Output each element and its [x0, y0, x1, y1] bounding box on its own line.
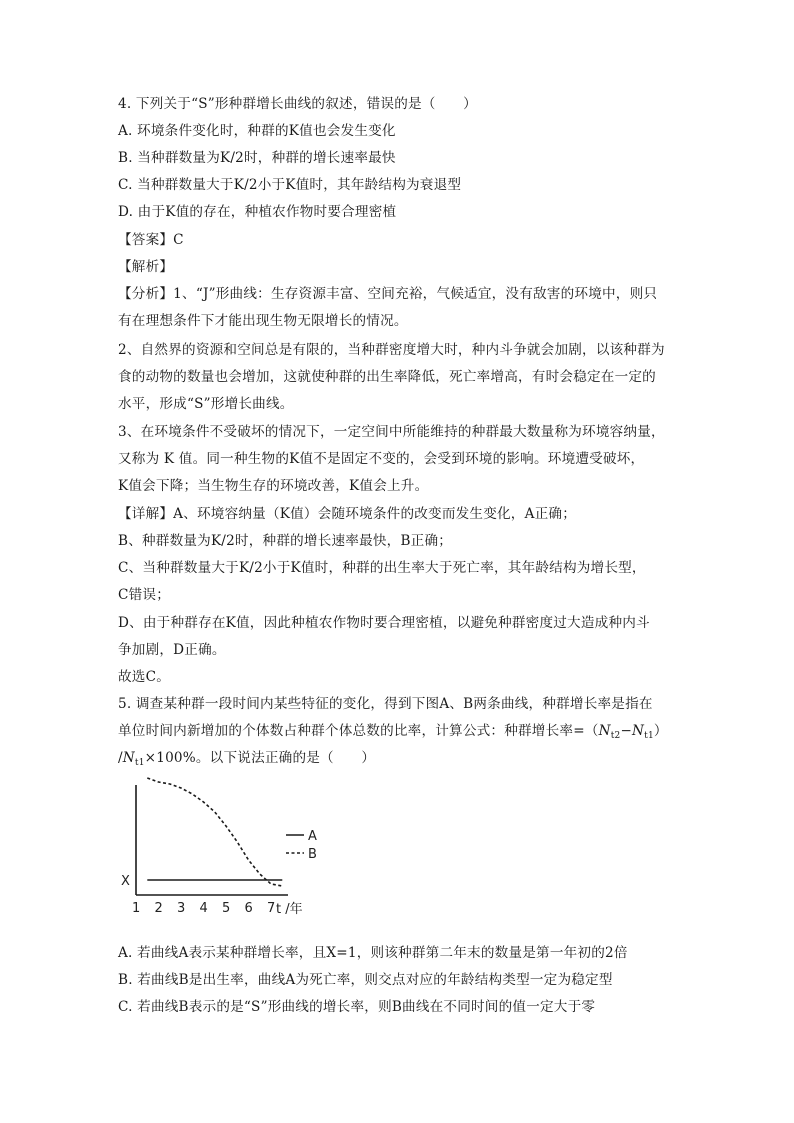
series-line-b: [147, 778, 282, 886]
formula-sub-t2: t2: [610, 731, 621, 741]
q4-option-a: A. 环境条件变化时，种群的K值也会发生变化: [118, 123, 396, 139]
q4-option-d: D. 由于K值的存在，种植农作物时要合理密植: [118, 204, 397, 220]
x-tick-label: 2: [154, 901, 163, 916]
legend-label-b: B: [308, 847, 317, 862]
q4-detail-line: D、由于种群存在K值，因此种植农作物时要合理密植，以避免种群密度过大造成种内斗: [118, 615, 650, 631]
q4-detail-line: 争加剧，D正确。: [118, 642, 226, 658]
formula-n: N: [598, 723, 611, 739]
x-tick-label: 4: [199, 901, 208, 916]
formula-sub-t1: t1: [644, 731, 654, 741]
q5-stem-line-1: 5. 调查某种群一段时间内某些特征的变化，得到下图A、B两条曲线，种群增长率是指在: [118, 696, 653, 712]
q4-analysis-line: 食的动物的数量也会增加，这就使种群的出生率降低，死亡率增高，有时会稳定在一定的: [118, 369, 656, 385]
x-tick-label: 5: [222, 901, 231, 916]
q4-analysis-line: K值会下降；当生物生存的环境改善，K值会上升。: [118, 478, 429, 494]
legend-label-a: A: [308, 829, 317, 844]
q4-stem: 4. 下列关于“S”形种群增长曲线的叙述，错误的是（ ）: [118, 96, 477, 112]
growth-rate-chart: [118, 773, 318, 923]
q4-analysis-heading: 【解析】: [118, 259, 174, 275]
formula-minus: −: [620, 723, 633, 739]
q5-stem-line-3: [118, 748, 375, 773]
formula-slash: /: [118, 750, 123, 766]
q4-detail-line: C错误；: [118, 587, 170, 603]
q4-analysis-line: 3、在环境条件不受破坏的情况下，一定空间中所能维持的种群最大数量称为环境容纳量，: [118, 424, 665, 440]
q5-option-b: B. 若曲线B是出生率，曲线A为死亡率，则交点对应的年龄结构类型一定为稳定型: [118, 972, 613, 988]
q4-analysis-line: 【分析】1、“J”形曲线：生存资源丰富、空间充裕，气候适宜，没有敌害的环境中，则只: [118, 286, 658, 302]
x-tick-label: 7: [267, 901, 276, 916]
q4-detail-line: B、种群数量为K/2时，种群的增长速率最快，B正确；: [118, 533, 453, 549]
formula-n: N: [122, 750, 135, 766]
q4-option-c: C. 当种群数量大于K/2小于K值时，其年龄结构为衰退型: [118, 177, 462, 193]
q4-analysis-line: 2、自然界的资源和空间总是有限的，当种群密度增大时，种内斗争就会加剧，以该种群为: [118, 342, 665, 358]
q5-option-a: A. 若曲线A表示某种群增长率，且X=1，则该种群第二年末的数量是第一年初的2倍: [118, 945, 628, 961]
x-tick-label: 6: [244, 901, 253, 916]
x-tick-label: 1: [132, 901, 141, 916]
q4-analysis-line: 水平，形成“S”形增长曲线。: [118, 396, 294, 412]
q5-stem-tail: ×100%。以下说法正确的是（ ）: [144, 750, 376, 766]
chart-svg: [118, 773, 318, 923]
q5-stem-text: 单位时间内新增加的个体数占种群个体总数的比率，计算公式：种群增长率=（: [118, 723, 599, 739]
q4-answer: 【答案】C: [118, 232, 184, 248]
formula-n: N: [632, 723, 645, 739]
q4-detail-line: C、当种群数量大于K/2小于K值时，种群的出生率大于死亡率，其年龄结构为增长型，: [118, 560, 646, 576]
q4-analysis-line: 有在理想条件下才能出现生物无限增长的情况。: [118, 313, 408, 329]
q5-stem-line-2: [118, 721, 668, 746]
q4-detail-line: 【详解】A、环境容纳量（K值）会随环境条件的改变而发生变化，A正确；: [118, 506, 576, 522]
formula-close: ）: [653, 723, 668, 739]
q4-detail-line: 故选C。: [118, 669, 170, 685]
formula-sub-t1: t1: [134, 758, 145, 768]
y-tick-label-x: X: [121, 874, 130, 889]
x-axis-label: t /年: [276, 902, 303, 917]
x-tick-label: 3: [177, 901, 186, 916]
q4-option-b: B. 当种群数量为K/2时，种群的增长速率最快: [118, 150, 396, 166]
q4-analysis-line: 又称为 K 值。同一种生物的K值不是固定不变的，会受到环境的影响。环境遭受破坏，: [118, 451, 645, 467]
q5-option-c: C. 若曲线B表示的是“S”形曲线的增长率，则B曲线在不同时间的值一定大于零: [118, 999, 596, 1015]
